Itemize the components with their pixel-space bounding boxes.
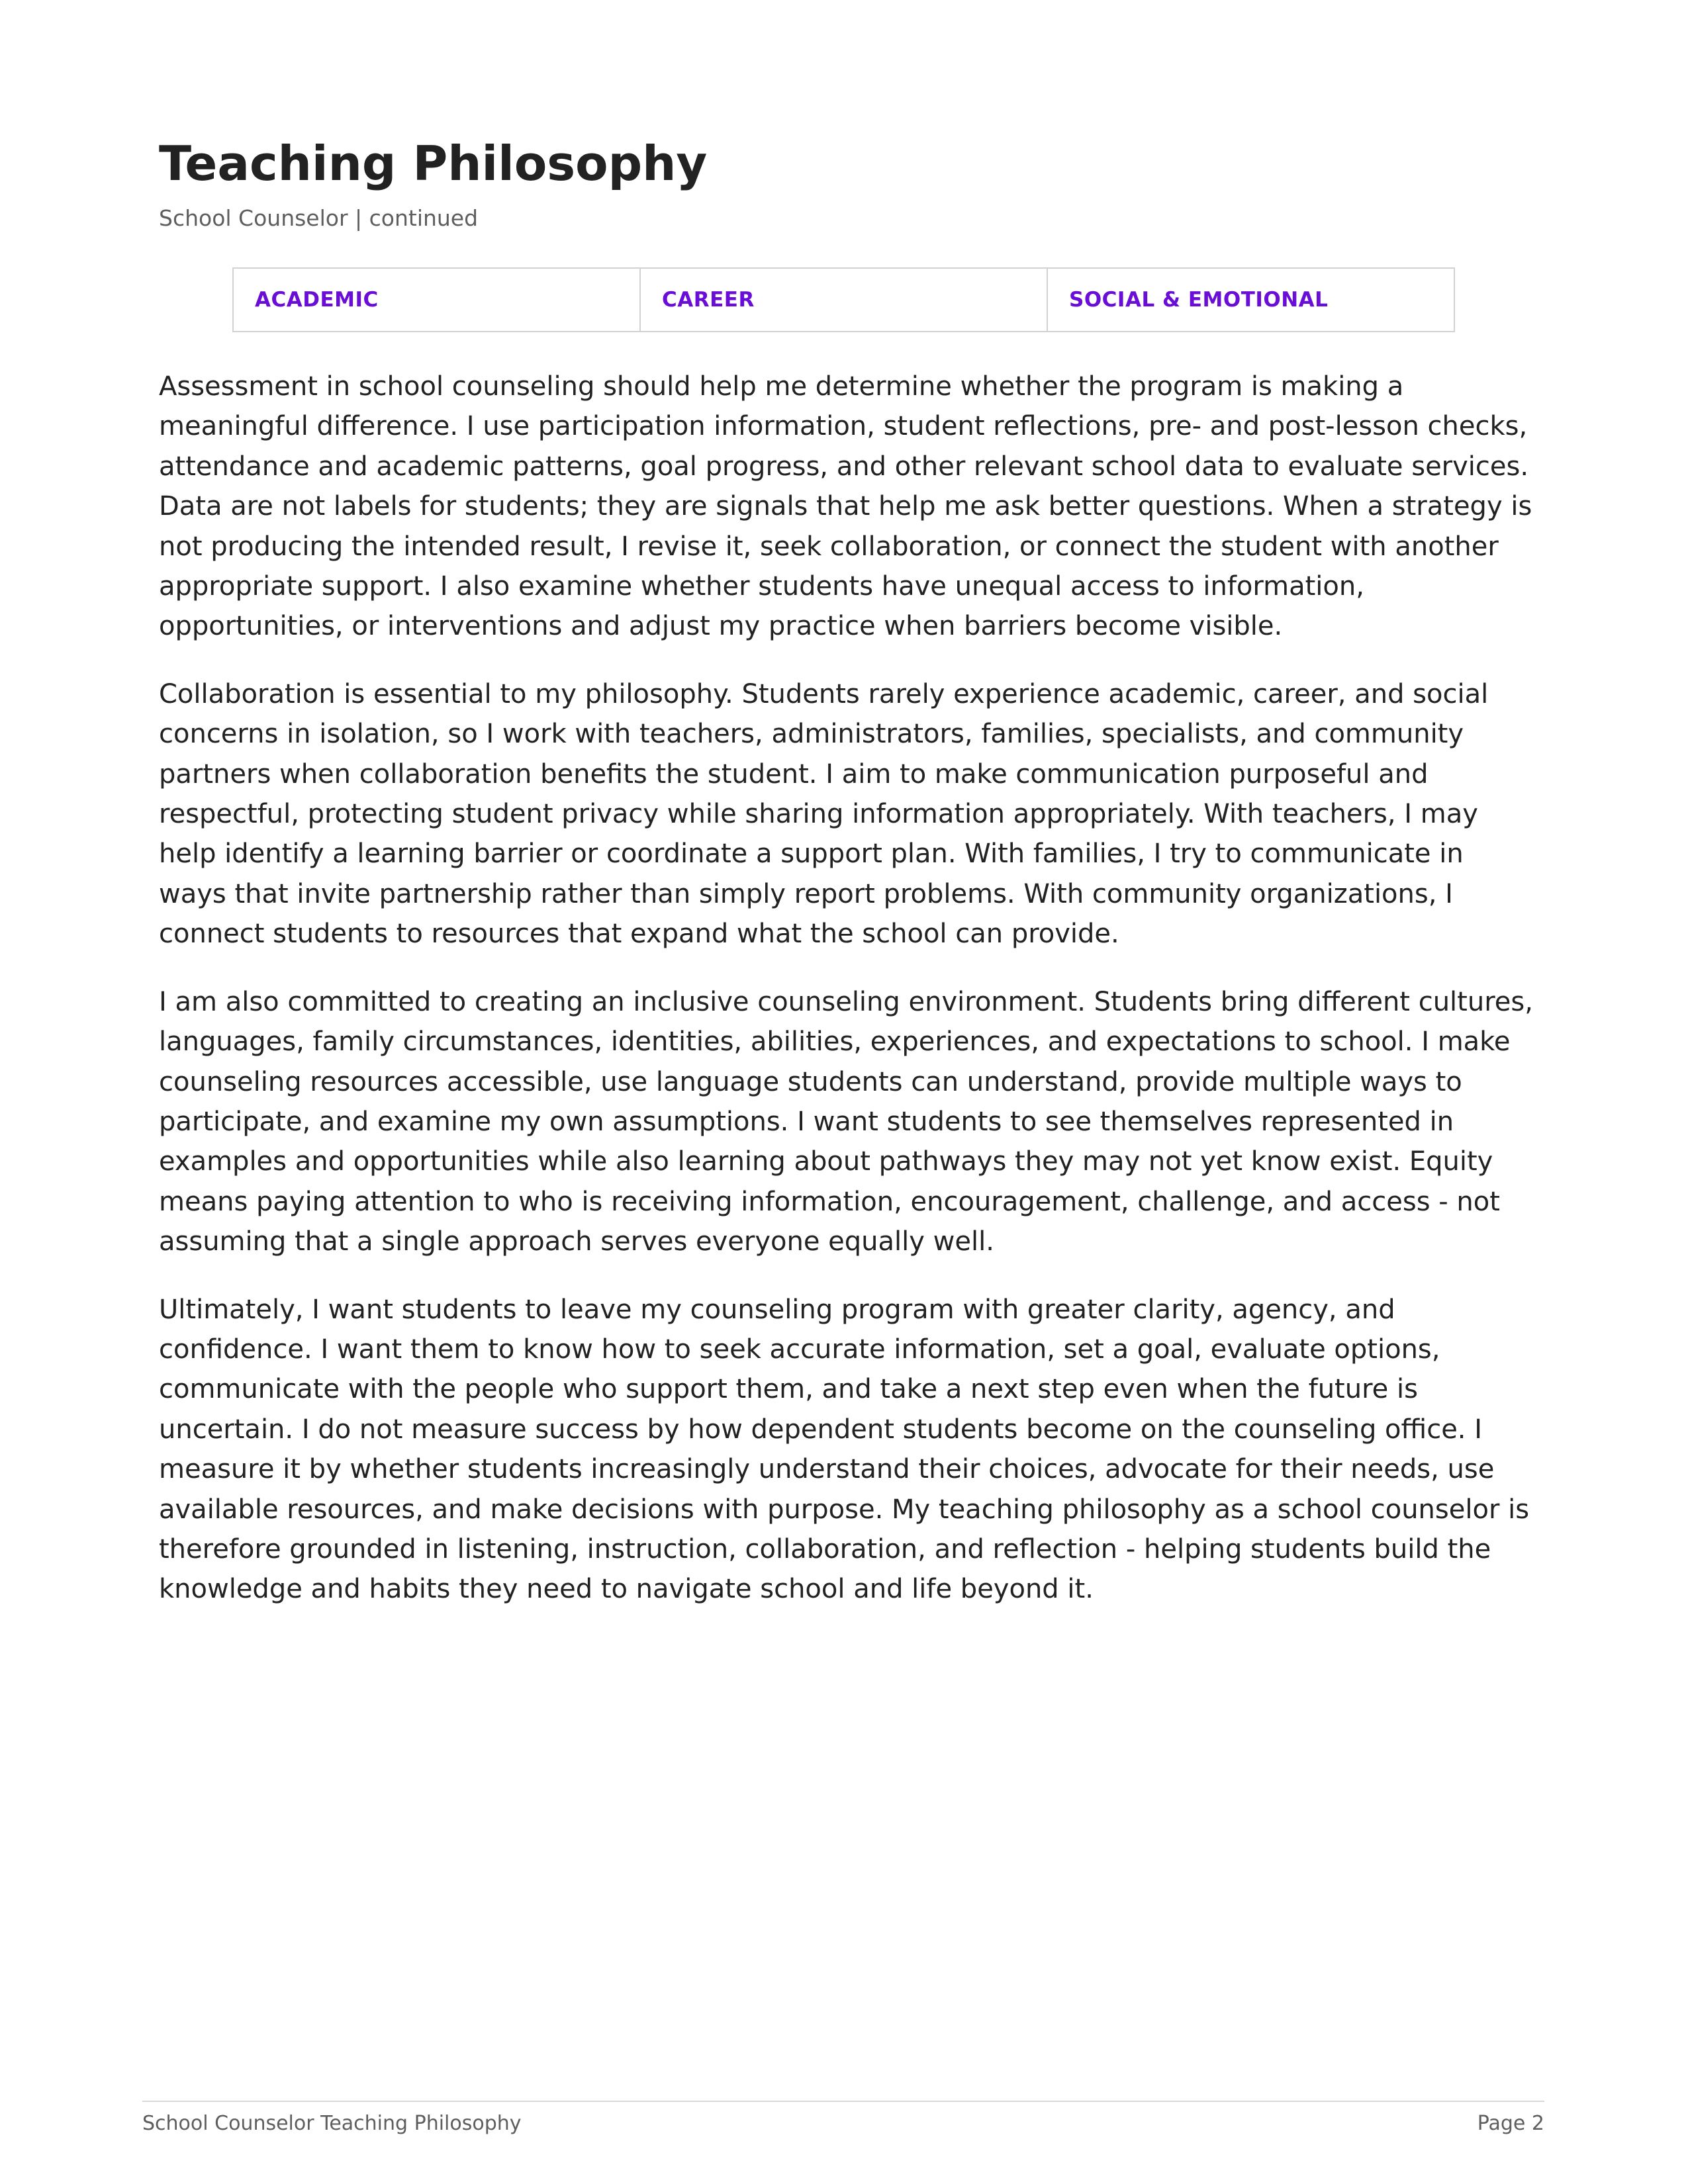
paragraph-collaboration: Collaboration is essential to my philosophy. Students rarely experience academic, career, and social concerns in isolation, so I work with teachers, administrators, families, specialists, and community partners when collaboration benefits the student. I aim to make communication purposeful and respectful, protecting student privacy while sharing information appropriately. With teachers, I may help identify a learning barrier or coordinate a support plan. With families, I try to communicate in ways that invite partnership rather than simply report problems. With community organizations, I connect students to resources that expand what the school can provide. [159,678,1489,950]
page-title: Teaching Philosophy [159,136,708,191]
footer-document-title: School Counselor Teaching Philosophy [142,2112,522,2135]
page-subtitle: School Counselor | continued [159,205,479,231]
focus-area-social-emotional: SOCIAL & EMOTIONAL [1069,288,1329,312]
focus-area-academic: ACADEMIC [234,269,641,331]
body-text [159,367,1536,1637]
footer-divider [142,2101,1544,2102]
focus-area-career: CAREER [641,269,1048,331]
footer-page-number: Page 2 [1477,2112,1544,2135]
paragraph-inclusion: I am also committed to creating an inclusive counseling environment. Students bring different cultures, languages, family circumstances, identities, abilities, experiences, and expectations to school. I make counseling resources accessible, use language students can understand, provide multiple ways to participate, and examine my own assumptions. I want students to see themselves represented in examples and opportunities while also learning about pathways they may not yet know exist. Equity means paying attention to who is receiving information, encouragement, challenge, and access - not assuming that a single approach serves everyone equally well. [159,986,1533,1257]
paragraph-assessment: Assessment in school counseling should help me determine whether the program is making a meaningful difference. I use participation information, student reflections, pre- and post-lesson checks, attendance and academic patterns, goal progress, and other relevant school data to evaluate services. Data are not labels for students; they are signals that help me ask better questions. When a strategy is not producing the intended result, I revise it, seek collaboration, or connect the student with another appropriate support. I also examine whether students have unequal access to information, opportunities, or interventions and adjust my practice when barriers become visible. [159,371,1532,642]
paragraph-conclusion: Ultimately, I want students to leave my counseling program with greater clarity, agency, and confidence. I want them to know how to seek accurate information, set a goal, evaluate options, communicate with the people who support them, and take a next step even when the future is uncertain. I do not measure success by how dependent students become on the counseling office. I measure it by whether students increasingly understand their choices, advocate for their needs, use available resources, and make decisions with purpose. My teaching philosophy as a school counselor is therefore grounded in listening, instruction, collaboration, and reflection - helping students build the knowledge and habits they need to navigate school and life beyond it. [159,1294,1530,1605]
focus-areas-table [232,267,1455,332]
